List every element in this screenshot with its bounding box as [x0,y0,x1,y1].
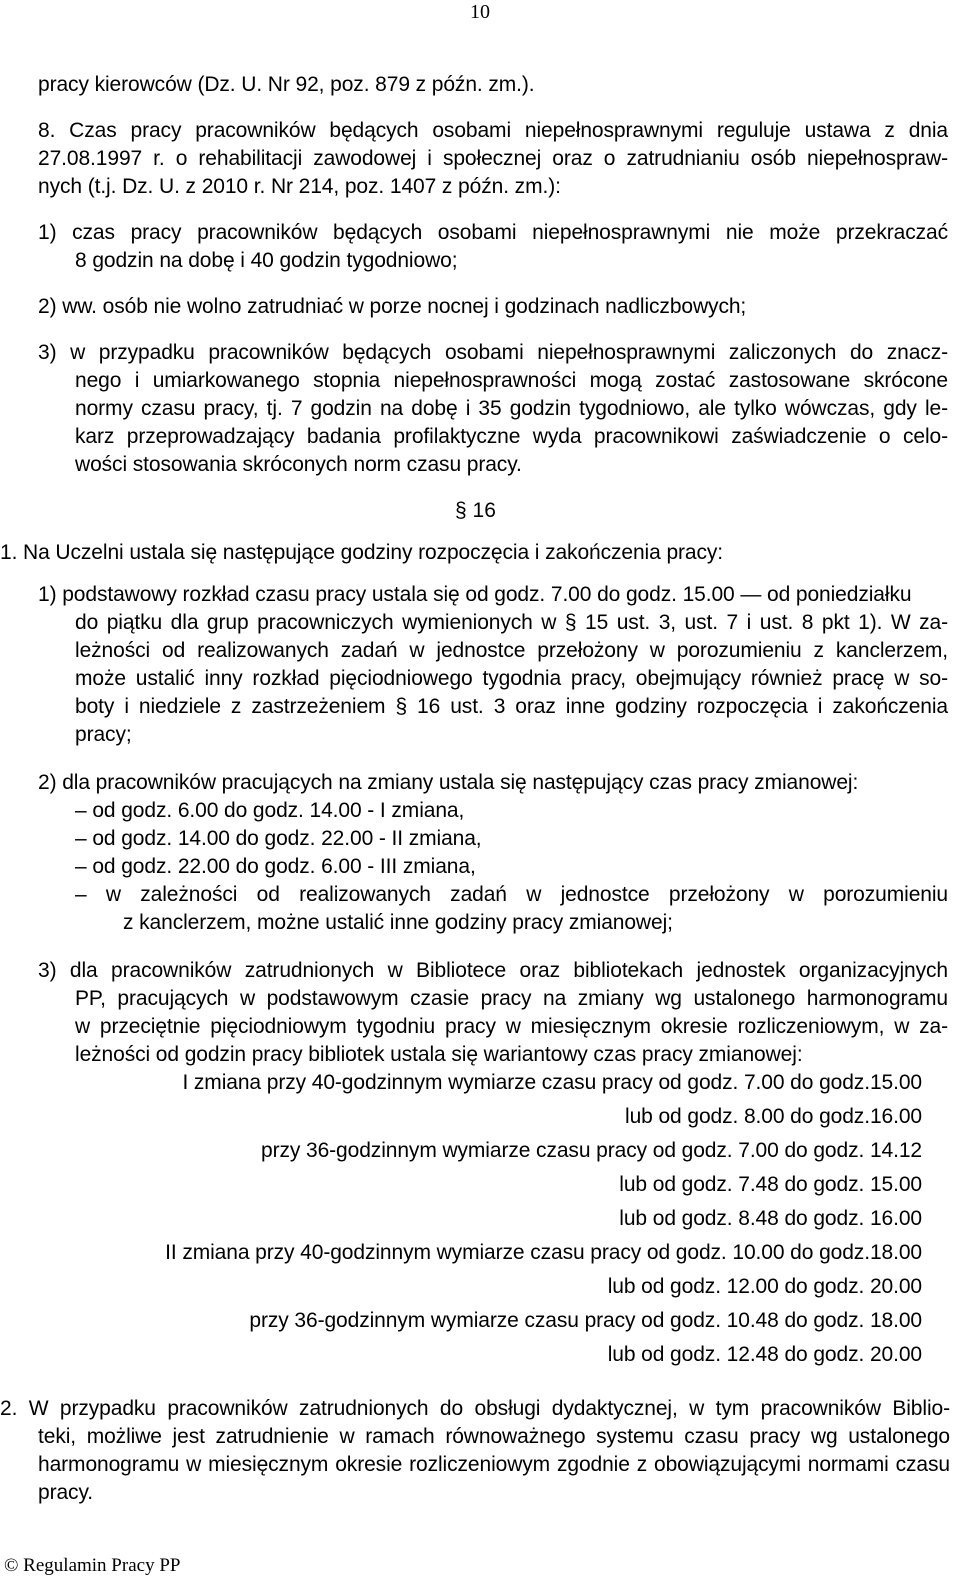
text-line: karz przeprowadzający badania profilaktyczne wyda pracownikowi zaświadczenie o celo- [75,425,948,448]
text-line: może ustalić inny rozkład pięciodniowego tygodnia pracy, obejmujący również pracę w so- [75,667,948,690]
text-line: pracy. [38,1481,94,1504]
schedule-line: I zmiana przy 40-godzinnym wymiarze czasu pracy od godz. 7.00 do godz.15.00 [182,1071,922,1094]
text-line: boty i niedziele z zastrzeżeniem § 16 ust. 3 oraz inne godziny rozpoczęcia i zakończenia [75,695,948,718]
text-line: nego i umiarkowanego stopnia niepełnosprawności mogą zostać zastosowane skrócone [75,369,948,392]
text-line: pracy; [75,723,132,746]
schedule-line: lub od godz. 8.00 do godz.16.00 [625,1105,922,1128]
schedule-line: II zmiana przy 40-godzinnym wymiarze czasu pracy od godz. 10.00 do godz.18.00 [165,1241,922,1264]
page-number: 10 [470,1,490,23]
list-item: 2) ww. osób nie wolno zatrudniać w porze nocnej i godzinach nadliczbowych; [38,295,747,318]
text-line: teki, możliwe jest zatrudnienie w ramach równoważnego systemu czasu pracy wg ustalonego [38,1425,950,1448]
text-line: PP, pracujących w podstawowym czasie pracy na zmiany wg ustalonego harmonogramu [75,987,948,1010]
list-item: 3) w przypadku pracowników będących osobami niepełnosprawnymi zaliczonych do znacz- [38,341,948,364]
text-line: wości stosowania skróconych norm czasu pracy. [75,453,522,476]
text-line: normy czasu pracy, tj. 7 godzin na dobę i 35 godzin tygodniowo, ale tylko wówczas, gdy le- [75,397,948,420]
list-item: 1) czas pracy pracowników będących osobami niepełnosprawnymi nie może przekraczać [38,221,948,244]
text-line: 2. W przypadku pracowników zatrudnionych do obsługi dydaktycznej, w tym pracowników Biblio- [0,1397,950,1420]
section-heading: § 16 [455,499,496,522]
text-line: w przeciętnie pięciodniowym tygodniu pracy w miesięcznym okresie rozliczeniowym, w za- [75,1015,948,1038]
schedule-line: lub od godz. 12.48 do godz. 20.00 [607,1343,922,1366]
text-line: 27.08.1997 r. o rehabilitacji zawodowej i społecznej oraz o zatrudnianiu osób niepełnospraw- [38,147,948,170]
text-line: pracy kierowców (Dz. U. Nr 92, poz. 879 z późn. zm.). [38,73,535,96]
list-item: 3) dla pracowników zatrudnionych w Bibliotece oraz bibliotekach jednostek organizacyjnych [38,959,948,982]
text-line: 1. Na Uczelni ustala się następujące godziny rozpoczęcia i zakończenia pracy: [0,541,724,564]
text-line: leżności od godzin pracy bibliotek ustala się wariantowy czas pracy zmianowej: [75,1043,803,1066]
list-item: 1) podstawowy rozkład czasu pracy ustala się od godz. 7.00 do godz. 15.00 — od poniedziałku [38,583,912,606]
text-line: do piątku dla grup pracowniczych wymienionych w § 15 ust. 3, ust. 7 i ust. 8 pkt 1). W za- [75,611,948,634]
list-item: – od godz. 6.00 do godz. 14.00 - I zmiana, [75,799,465,822]
schedule-line: przy 36-godzinnym wymiarze czasu pracy od godz. 7.00 do godz. 14.12 [261,1139,922,1162]
list-item: – od godz. 14.00 do godz. 22.00 - II zmiana, [75,827,482,850]
schedule-line: przy 36-godzinnym wymiarze czasu pracy od godz. 10.48 do godz. 18.00 [249,1309,922,1332]
footer-copyright: © Regulamin Pracy PP [4,1555,181,1576]
text-line: 8 godzin na dobę i 40 godzin tygodniowo; [75,249,458,272]
text-line: harmonogramu w miesięcznym okresie rozliczeniowym zgodnie z obowiązującymi normami czasu [38,1453,950,1476]
list-item: 2) dla pracowników pracujących na zmiany ustala się następujący czas pracy zmianowej: [38,771,859,794]
schedule-line: lub od godz. 7.48 do godz. 15.00 [619,1173,922,1196]
text-line: leżności od realizowanych zadań w jednostce przełożony w porozumieniu z kanclerzem, [75,639,948,662]
text-line: nych (t.j. Dz. U. z 2010 r. Nr 214, poz. 1407 z późn. zm.): [38,175,561,198]
schedule-line: lub od godz. 12.00 do godz. 20.00 [607,1275,922,1298]
list-item: – w zależności od realizowanych zadań w jednostce przełożony w porozumieniu [75,883,948,906]
text-line: 8. Czas pracy pracowników będących osobami niepełnosprawnymi reguluje ustawa z dnia [38,119,948,142]
text-line: z kanclerzem, możne ustalić inne godziny pracy zmianowej; [123,911,673,934]
list-item: – od godz. 22.00 do godz. 6.00 - III zmiana, [75,855,476,878]
schedule-line: lub od godz. 8.48 do godz. 16.00 [619,1207,922,1230]
